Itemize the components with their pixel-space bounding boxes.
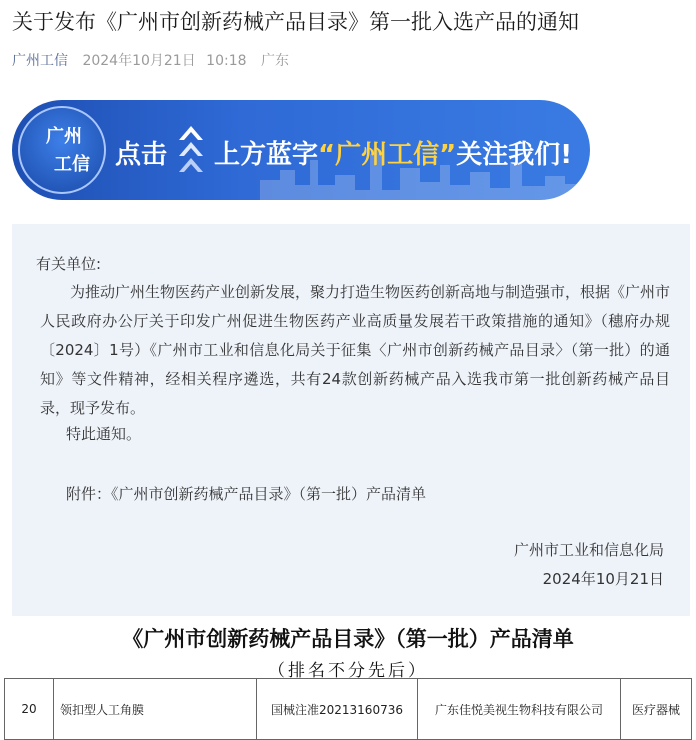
notice-attachment: 附件：《广州市创新药械产品目录》（第一批）产品清单	[66, 485, 427, 503]
company-name: 广东佳悦美视生物科技有限公司	[418, 679, 621, 740]
banner-text-after: 关注我们!	[456, 140, 573, 170]
row-number: 20	[5, 679, 54, 740]
product-name: 领扣型人工角膜	[54, 679, 257, 740]
publish-location: 广东	[260, 53, 289, 69]
publish-date: 2024年10月21日	[82, 53, 196, 69]
banner-text-before: 上方蓝字	[214, 140, 319, 170]
registration-number: 国械注准20213160736	[257, 679, 418, 740]
article-meta	[12, 50, 289, 70]
banner-highlight-name: “广州工信”	[318, 140, 457, 170]
notice-box	[12, 224, 690, 616]
product-category: 医疗器械	[621, 679, 692, 740]
follow-banner[interactable]	[12, 100, 590, 200]
product-list-image	[0, 624, 696, 738]
signature-date: 2024年10月21日	[542, 570, 664, 588]
signature-organization: 广州市工业和信息化局	[513, 541, 664, 559]
logo-text-line2: 工信	[54, 154, 90, 175]
notice-body: 为推动广州生物医药产业创新发展，聚力打造生物医药创新高地与制造强市，根据《广州市人民政府办公厅关于印发广州促进生物医药产业高质量发展若干政策措施的通知》（穗府办规〔2024〕1号）《广州市工业和信息化局关于征集〈广州市创新药械产品目录〉（第一批）的通知》等文件精神，经相关程序遴选，共有24款创新药械产品入选我市第一批创新药械产品目录，现予发布。	[40, 283, 671, 417]
product-list-title: 《广州市创新药械产品目录》（第一批）产品清单	[122, 626, 574, 651]
publish-time: 10:18	[206, 53, 247, 69]
product-list-subtitle: （排名不分先后）	[268, 661, 428, 681]
table-row	[5, 679, 692, 740]
product-table	[4, 678, 692, 740]
notice-addressee: 有关单位:	[36, 255, 102, 273]
logo-text-line1: 广州	[46, 126, 82, 147]
guangzhou-gongxin-logo	[18, 106, 106, 194]
notice-special: 特此通知。	[66, 425, 142, 443]
article-title: 关于发布《广州市创新药械产品目录》第一批入选产品的通知	[12, 10, 579, 34]
chevron-up-icon	[176, 118, 206, 182]
banner-follow-text	[214, 134, 572, 171]
account-name-link[interactable]: 广州工信	[12, 53, 68, 69]
banner-click-label: 点击	[115, 140, 168, 170]
